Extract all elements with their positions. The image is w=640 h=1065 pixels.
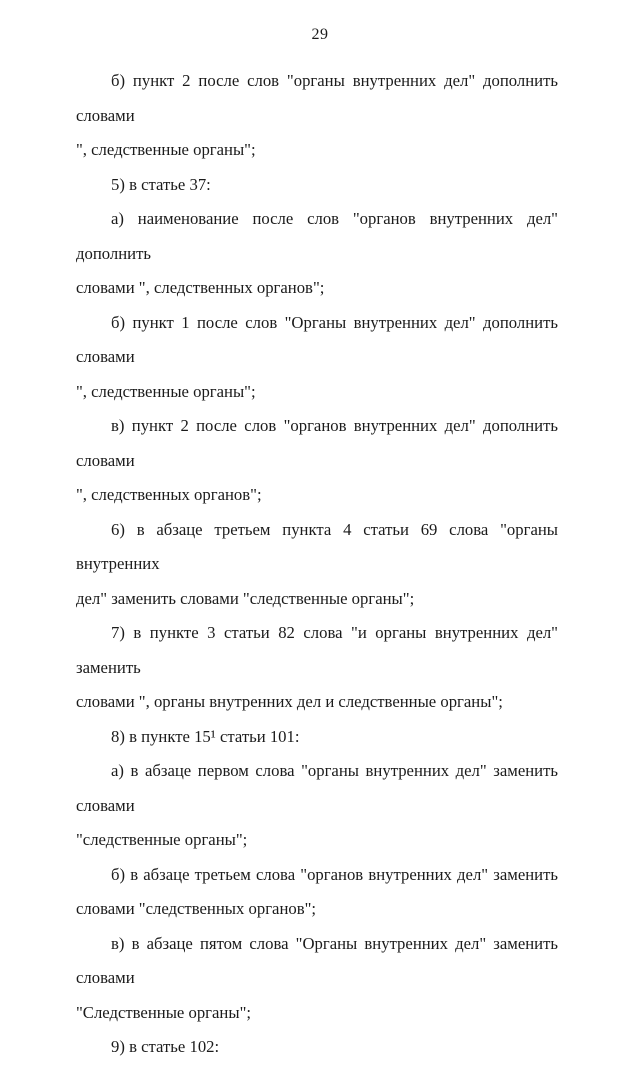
paragraph [76,168,558,203]
text-line: в) в абзаце пятом слова "Органы внутренних дел" заменить словами [76,933,558,987]
text-line: 5) в статье 37: [111,174,211,194]
text-line: словами ", органы внутренних дел и следственные органы"; [76,692,503,711]
paragraph [76,616,558,720]
document-body [76,64,558,1065]
paragraph [76,927,558,1031]
text-line: в) пункт 2 после слов "органов внутренних дел" дополнить словами [76,416,558,470]
paragraph [76,513,558,617]
text-line: а) наименование после слов "органов внутренних дел" дополнить [76,209,558,263]
text-line: ", следственные органы"; [76,381,256,401]
text-line: 7) в пункте 3 статьи 82 слова "и органы внутренних дел" заменить [76,623,558,677]
paragraph [76,720,558,755]
paragraph [76,1030,558,1065]
text-line: дел" заменить словами "следственные органы"; [76,588,415,608]
paragraph [76,754,558,858]
text-line: б) пункт 2 после слов "органы внутренних дел" дополнить словами [76,71,558,125]
text-line: а) в абзаце первом слова "органы внутренних дел" заменить словами [76,761,558,815]
paragraph [76,409,558,513]
page-number: 29 [311,26,329,43]
text-line: ", следственные органы"; [76,140,256,159]
text-line: 9) в статье 102: [111,1037,220,1056]
text-line: ", следственных органов"; [76,485,262,504]
paragraph [76,306,558,410]
text-line: "следственные органы"; [76,830,248,849]
paragraph [76,202,558,306]
text-line: б) пункт 1 после слов "Органы внутренних дел" дополнить словами [76,312,558,366]
text-line: 8) в пункте 15¹ статьи 101: [111,726,300,746]
paragraph [76,858,558,927]
text-line: 6) в абзаце третьем пункта 4 статьи 69 слова "органы внутренних [76,519,558,573]
text-line: словами "следственных органов"; [76,899,317,918]
text-line: б) в абзаце третьем слова "органов внутренних дел" заменить [111,864,558,884]
text-line: "Следственные органы"; [76,1002,252,1022]
text-line: словами ", следственных органов"; [76,278,325,297]
paragraph [76,64,558,168]
